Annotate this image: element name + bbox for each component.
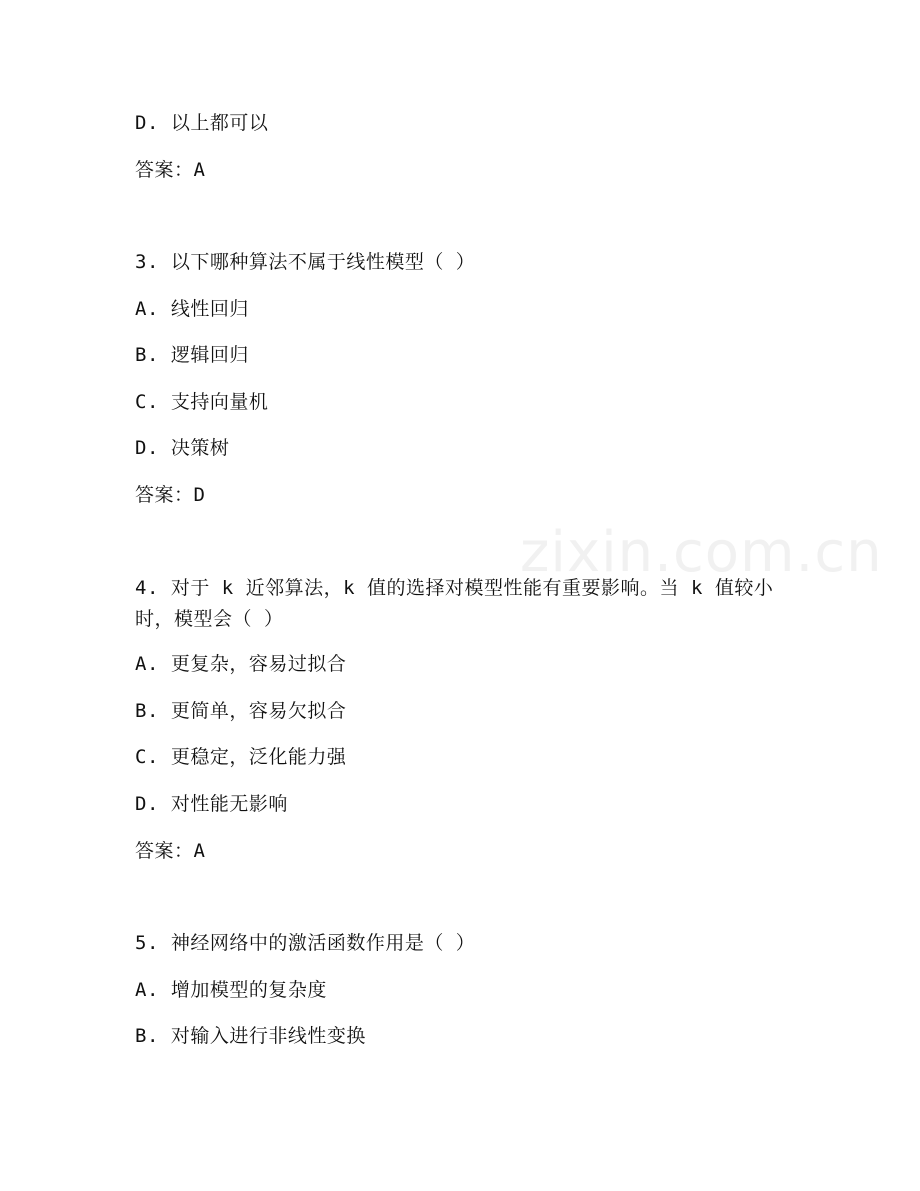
- q4-option-d: D. 对性能无影响: [135, 793, 288, 815]
- q5-question: 5. 神经网络中的激活函数作用是（ ）: [135, 932, 476, 954]
- q4-question: 4. 对于 k 近邻算法，k 值的选择对模型性能有重要影响。当 k 值较小时，模型会（ ）: [135, 577, 774, 630]
- q2-option-d: D. 以上都可以: [135, 112, 269, 134]
- q3-answer: 答案：D: [135, 484, 206, 506]
- q4-option-a: A. 更复杂，容易过拟合: [135, 653, 347, 675]
- q4-answer: 答案：A: [135, 840, 206, 862]
- watermark: zixin.com.cn: [520, 520, 883, 585]
- q3-question: 3. 以下哪种算法不属于线性模型（ ）: [135, 251, 476, 273]
- q2-answer: 答案：A: [135, 159, 206, 181]
- q3-option-d: D. 决策树: [135, 437, 230, 459]
- q3-option-a: A. 线性回归: [135, 298, 249, 320]
- q5-option-a: A. 增加模型的复杂度: [135, 979, 327, 1001]
- q4-option-c: C. 更稳定，泛化能力强: [135, 746, 347, 768]
- q3-option-b: B. 逻辑回归: [135, 344, 249, 366]
- q3-option-c: C. 支持向量机: [135, 391, 269, 413]
- q4-option-b: B. 更简单，容易欠拟合: [135, 700, 347, 722]
- q5-option-b: B. 对输入进行非线性变换: [135, 1025, 366, 1047]
